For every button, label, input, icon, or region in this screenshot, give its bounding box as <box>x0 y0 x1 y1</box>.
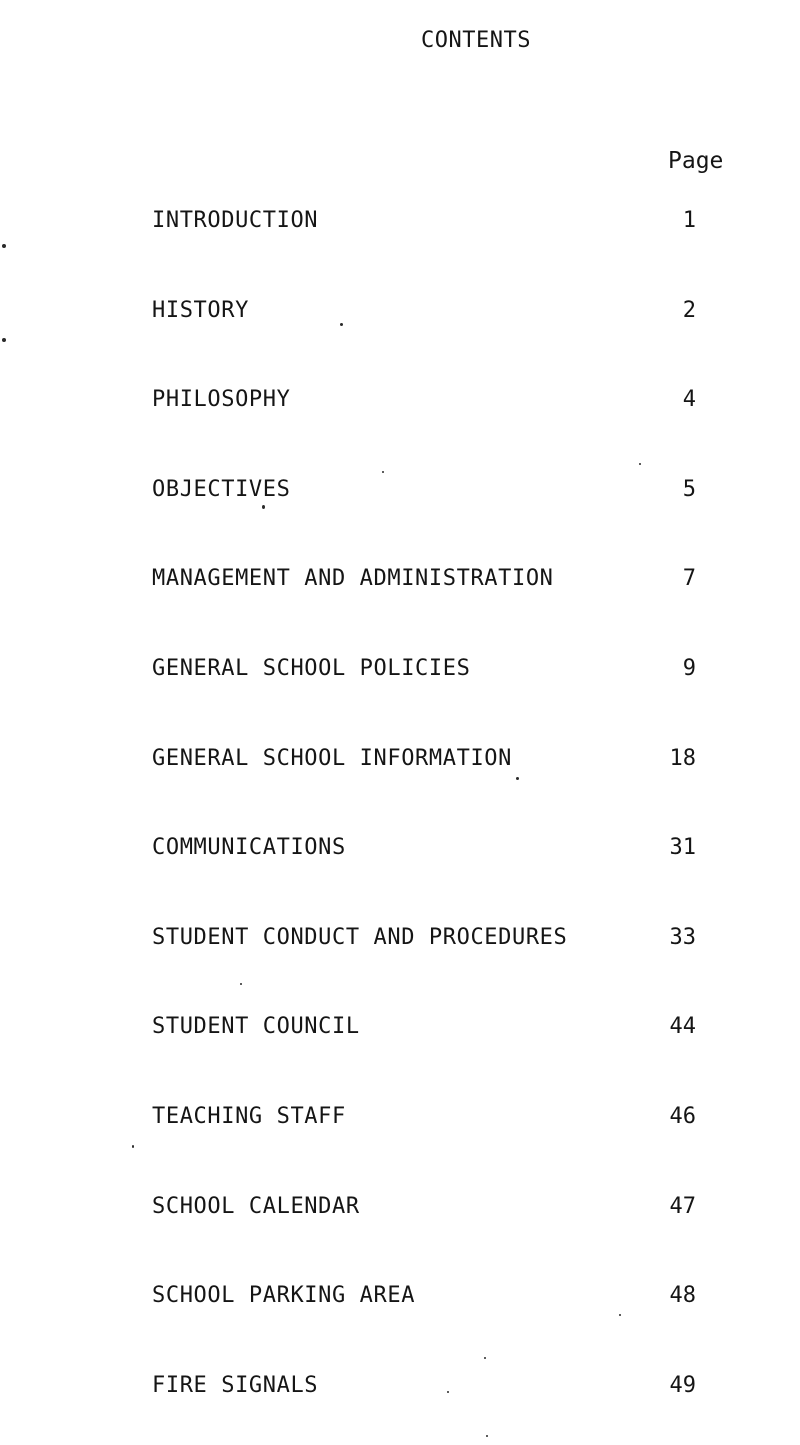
scan-speck <box>639 463 641 465</box>
toc-entry <box>0 298 800 334</box>
toc-entry-title: SCHOOL CALENDAR <box>152 1194 360 1219</box>
toc-entry-title: STUDENT CONDUCT AND PROCEDURES <box>152 925 568 950</box>
toc-entry-page-number: 2 <box>682 298 696 323</box>
toc-entry-title: GENERAL SCHOOL POLICIES <box>152 656 471 681</box>
toc-entry-page-number: 4 <box>682 387 696 412</box>
scan-speck <box>340 323 343 326</box>
toc-entry <box>0 477 800 513</box>
toc-entry-title: PHILOSOPHY <box>152 387 291 412</box>
toc-entry-title: STUDENT COUNCIL <box>152 1014 360 1039</box>
toc-entry-page-number: 48 <box>669 1283 696 1308</box>
toc-entry-title: INTRODUCTION <box>152 208 319 233</box>
scan-speck <box>619 1314 621 1316</box>
toc-entry <box>0 1014 800 1050</box>
toc-entry-page-number: 7 <box>682 566 696 591</box>
toc-entry-page-number: 44 <box>669 1014 696 1039</box>
scan-speck <box>447 1391 449 1393</box>
toc-entry-page-number: 9 <box>682 656 696 681</box>
scan-speck <box>516 777 519 780</box>
toc-entry <box>0 566 800 602</box>
toc-entry-page-number: 31 <box>669 835 696 860</box>
toc-entry-title: SCHOOL PARKING AREA <box>152 1283 416 1308</box>
scan-speck <box>382 471 384 473</box>
toc-entry-title: GENERAL SCHOOL INFORMATION <box>152 746 512 771</box>
toc-entry <box>0 1104 800 1140</box>
page-column-header: Page <box>668 148 724 174</box>
toc-entry <box>0 835 800 871</box>
toc-entry <box>0 1373 800 1409</box>
toc-entry-title: TEACHING STAFF <box>152 1104 346 1129</box>
toc-entry <box>0 746 800 782</box>
toc-entry-page-number: 18 <box>669 746 696 771</box>
toc-entry <box>0 208 800 244</box>
page-title: CONTENTS <box>421 28 531 53</box>
toc-entry <box>0 925 800 961</box>
scan-speck <box>262 505 265 509</box>
toc-entry <box>0 1194 800 1230</box>
toc-entry-title: FIRE SIGNALS <box>152 1373 319 1398</box>
toc-entry-page-number: 1 <box>682 208 696 233</box>
scan-speck <box>484 1357 486 1359</box>
toc-entry-title: OBJECTIVES <box>152 477 291 502</box>
toc-entry-page-number: 49 <box>669 1373 696 1398</box>
toc-entry-page-number: 33 <box>669 925 696 950</box>
scan-speck <box>486 1435 488 1437</box>
scan-speck <box>2 338 6 342</box>
scan-speck <box>2 244 6 248</box>
toc-entry-page-number: 46 <box>669 1104 696 1129</box>
toc-entry-page-number: 47 <box>669 1194 696 1219</box>
toc-entry <box>0 1283 800 1319</box>
toc-entry-title: MANAGEMENT AND ADMINISTRATION <box>152 566 554 591</box>
toc-entry <box>0 387 800 423</box>
toc-entry-title: COMMUNICATIONS <box>152 835 346 860</box>
toc-entry <box>0 656 800 692</box>
toc-entry-page-number: 5 <box>682 477 696 502</box>
toc-entry-title: HISTORY <box>152 298 249 323</box>
scan-speck <box>240 983 242 985</box>
scan-speck <box>132 1145 134 1148</box>
